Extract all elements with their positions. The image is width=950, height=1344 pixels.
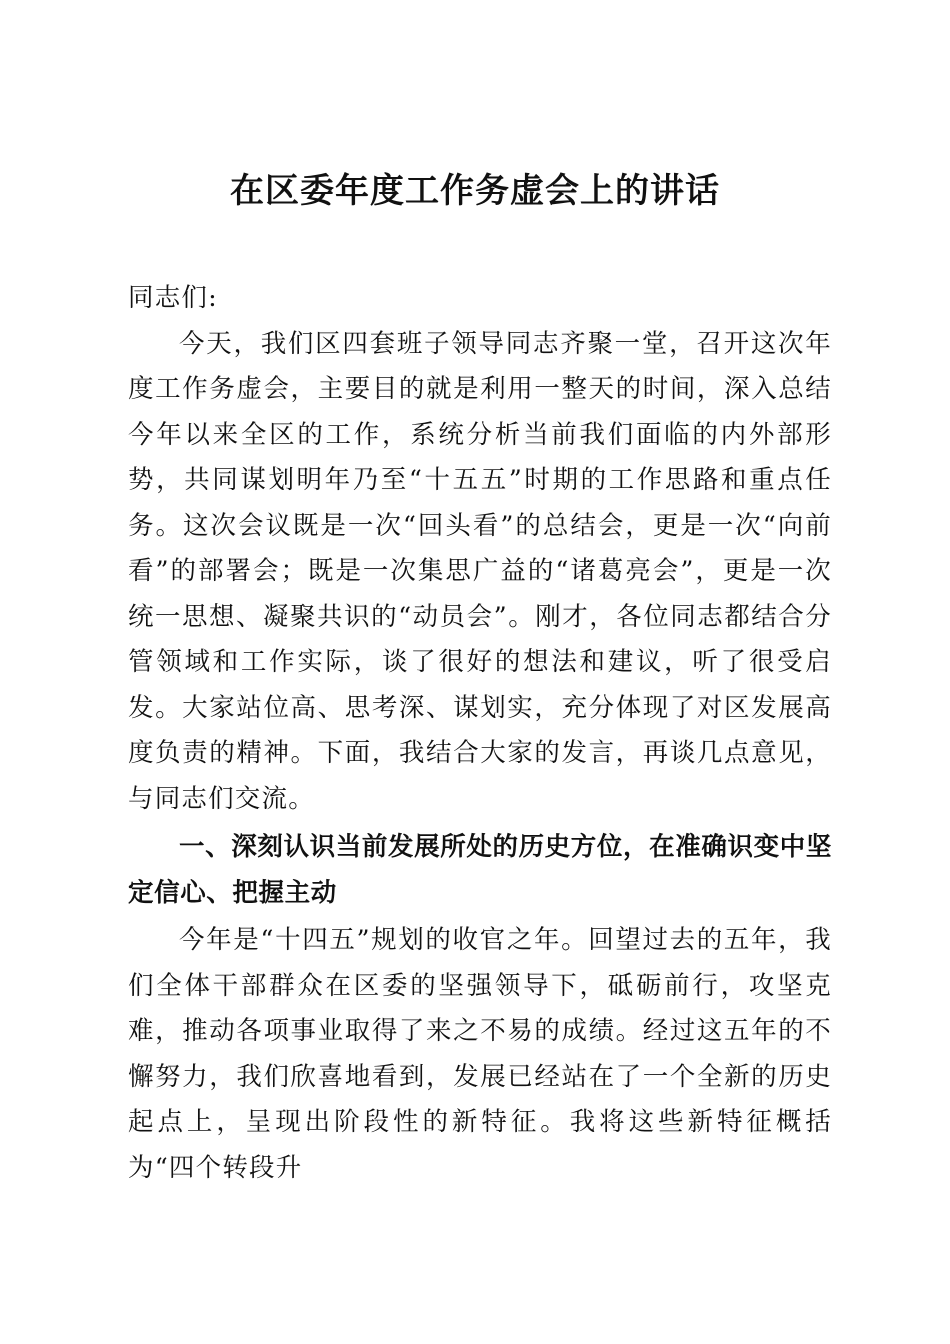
- salutation: 同志们:: [128, 283, 218, 313]
- section-1-paragraph: 今年是“十四五”规划的收官之年。回望过去的五年，我们全体干部群众在区委的坚强领导下，砥砺前行，攻坚克难，推动各项事业取得了来之不易的成绩。经过这五年的不懈努力，我们欣喜地看到，发展已经站在了一个全新的历史起点上，呈现出阶段性的新特征。我将这些新特征概括为“四个转段升: [128, 925, 832, 1183]
- document-title: 在区委年度工作务虚会上的讲话: [230, 171, 720, 211]
- opening-paragraph: 今天，我们区四套班子领导同志齐聚一堂，召开这次年度工作务虚会，主要目的就是利用一整天的时间，深入总结今年以来全区的工作，系统分析当前我们面临的内外部形势，共同谋划明年乃至“十五五”时期的工作思路和重点任务。这次会议既是一次“回头看”的总结会，更是一次“向前看”的部署会；既是一次集思广益的“诸葛亮会”，更是一次统一思想、凝聚共识的“动员会”。刚才，各位同志都结合分管领域和工作实际，谈了很好的想法和建议，听了很受启发。大家站位高、思考深、谋划实，充分体现了对区发展高度负责的精神。下面，我结合大家的发言，再谈几点意见，与同志们交流。: [128, 328, 832, 814]
- document-body: [128, 276, 832, 1191]
- section-heading-1: 一、深刻认识当前发展所处的历史方位，在准确识变中坚定信心、把握主动: [128, 832, 832, 908]
